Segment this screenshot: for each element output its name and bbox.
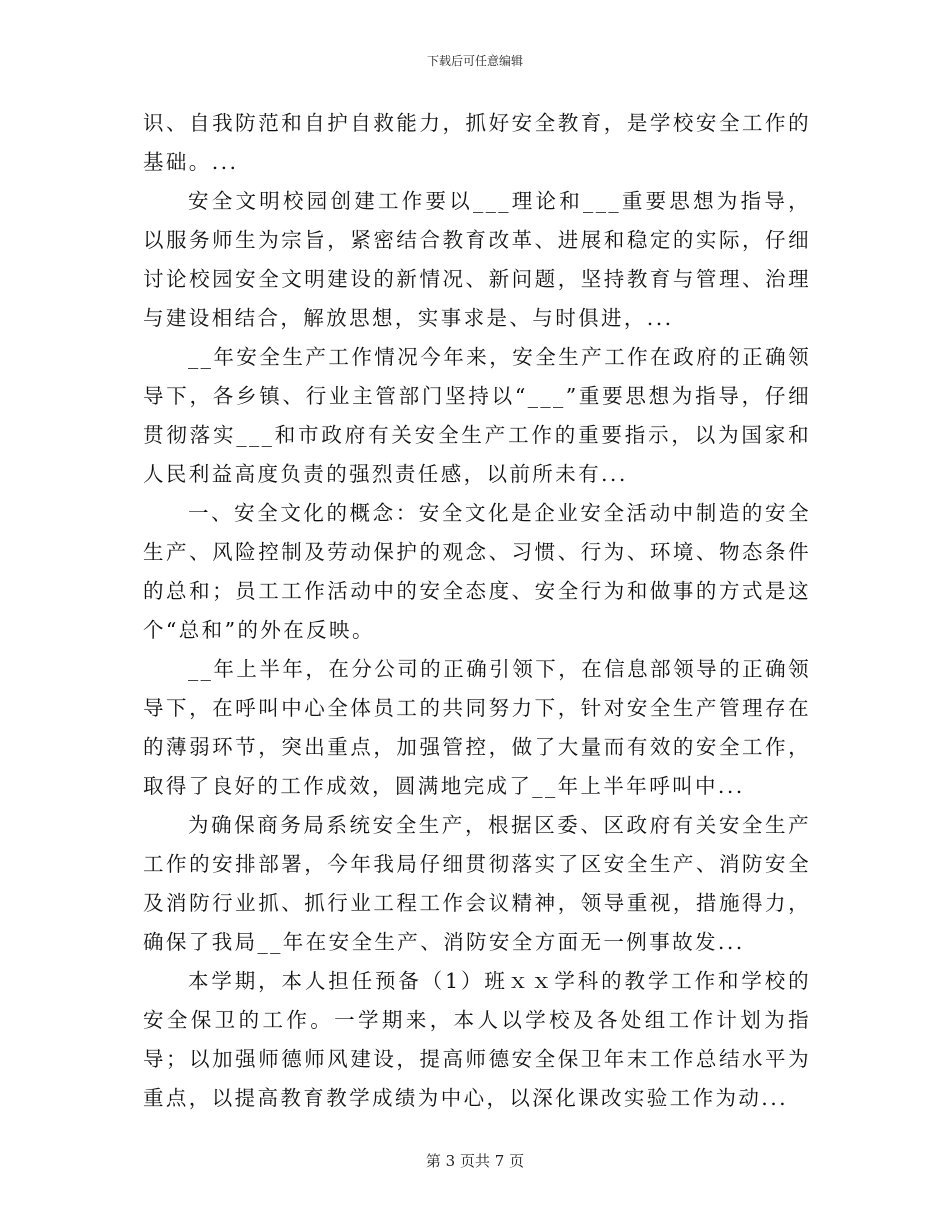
- paragraph: 一、安全文化的概念：安全文化是企业安全活动中制造的安全生产、风险控制及劳动保护的观念、习惯、行为、环境、物态条件的总和；员工工作活动中的安全态度、安全行为和做事的方式是这个“总和”的外在反映。: [143, 501, 811, 642]
- paragraph: __年安全生产工作情况今年来，安全生产工作在政府的正确领导下，各乡镇、行业主管部门坚持以“___”重要思想为指导，仔细贯彻落实___和市政府有关安全生产工作的重要指示，以为国家和人民利益高度负责的强烈责任感，以前所未有...: [143, 345, 811, 486]
- paragraph: 本学期，本人担任预备（1）班ｘｘ学科的教学工作和学校的安全保卫的工作。一学期来，本人以学校及各处组工作计划为指导；以加强师德师风建设，提高师德安全保卫年末工作总结水平为重点，以提高教育教学成绩为中心，以深化课改实验工作为动...: [143, 969, 811, 1110]
- paragraph: __年上半年，在分公司的正确引领下，在信息部领导的正确领导下，在呼叫中心全体员工的共同努力下，针对安全生产管理存在的薄弱环节，突出重点，加强管控，做了大量而有效的安全工作，取得了良好的工作成效，圆满地完成了__年上半年呼叫中...: [143, 657, 811, 798]
- paragraph: 安全文明校园创建工作要以___理论和___重要思想为指导，以服务师生为宗旨，紧密结合教育改革、进展和稳定的实际，仔细讨论校园安全文明建设的新情况、新问题，坚持教育与管理、治理与建设相结合，解放思想，实事求是、与时俱进，...: [143, 189, 811, 330]
- page-header-note: 下载后可任意编辑: [426, 54, 523, 68]
- document-body: [143, 104, 811, 1118]
- paragraph-continuation: 识、自我防范和自护自救能力，抓好安全教育，是学校安全工作的基础。...: [143, 111, 811, 174]
- page-number-footer: 第 3 页共 7 页: [425, 1152, 525, 1170]
- paragraph: 为确保商务局系统安全生产，根据区委、区政府有关安全生产工作的安排部署，今年我局仔细贯彻落实了区安全生产、消防安全及消防行业抓、抓行业工程工作会议精神，领导重视，措施得力，确保了我局__年在安全生产、消防安全方面无一例事故发...: [143, 813, 811, 954]
